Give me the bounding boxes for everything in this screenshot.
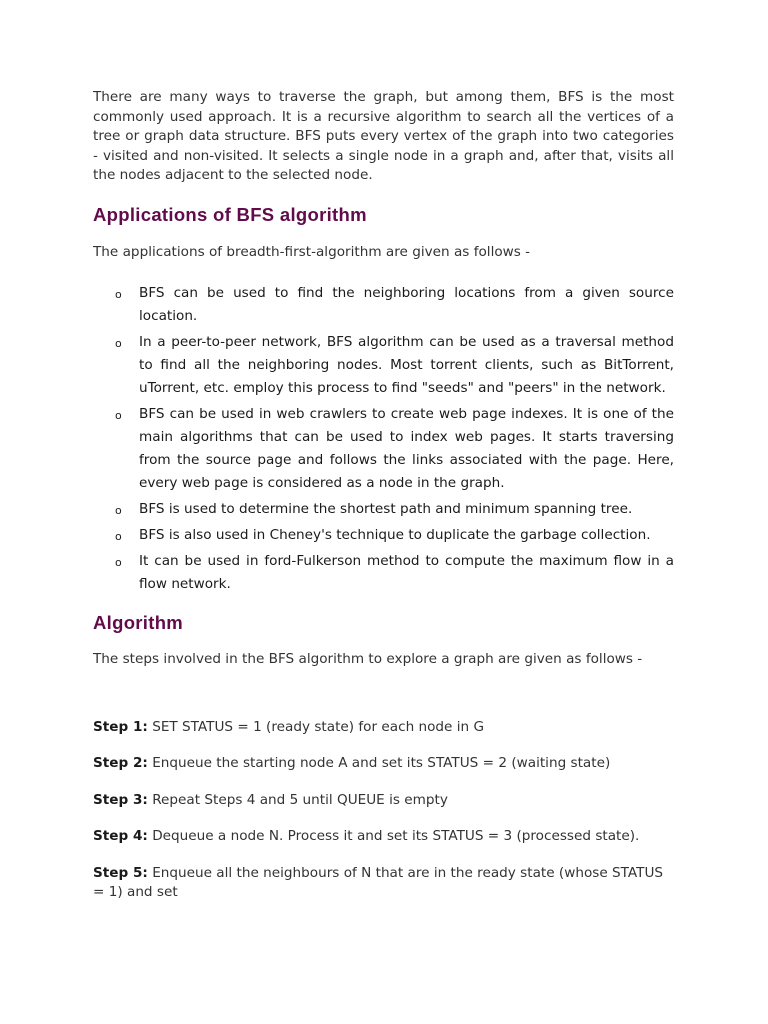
step-label: Step 1:: [93, 718, 148, 735]
step-3: [93, 791, 674, 811]
step-text: Repeat Steps 4 and 5 until QUEUE is empty: [147, 791, 448, 808]
step-2: [93, 754, 674, 774]
step-5: [93, 864, 674, 903]
list-item: [115, 331, 674, 400]
list-item-text: BFS is also used in Cheney's technique to duplicate the garbage collection.: [139, 527, 651, 543]
algorithm-heading: Algorithm: [93, 612, 184, 633]
list-item: [115, 550, 674, 596]
list-item: [115, 524, 674, 547]
circle-bullet-icon: o: [115, 556, 122, 569]
algorithm-intro: The steps involved in the BFS algorithm to explore a graph are given as follows -: [93, 651, 643, 667]
step-text: Enqueue all the neighbours of N that are in the ready state (whose STATUS = 1) and set: [93, 864, 664, 900]
step-text: SET STATUS = 1 (ready state) for each node in G: [147, 718, 484, 735]
list-item: [115, 498, 674, 521]
list-item: [115, 282, 674, 328]
step-1: [93, 718, 674, 738]
step-label: Step 3:: [93, 791, 148, 808]
list-item: [115, 403, 674, 495]
circle-bullet-icon: o: [115, 530, 122, 543]
step-4: [93, 827, 674, 847]
list-item-text: BFS can be used to find the neighboring locations from a given source location.: [139, 285, 674, 324]
list-item-text: BFS is used to determine the shortest path and minimum spanning tree.: [139, 501, 633, 517]
list-item-text: BFS can be used in web crawlers to create web page indexes. It is one of the main algorithms that can be used to index web pages. It starts traversing from the source page and follows the links associated with the page. Here, every web page is considered as a node in the graph.: [139, 406, 674, 491]
applications-list: [93, 282, 674, 596]
applications-heading: Applications of BFS algorithm: [93, 203, 367, 225]
list-item-text: In a peer-to-peer network, BFS algorithm can be used as a traversal method to find all the neighboring nodes. Most torrent clients, such as BitTorrent, uTorrent, etc. employ this process to find "seeds" and "peers" in the network.: [139, 334, 674, 396]
document-page: [93, 88, 674, 920]
step-label: Step 2:: [93, 755, 148, 771]
step-text: Enqueue the starting node A and set its STATUS = 2 (waiting state): [147, 755, 611, 771]
step-text: Dequeue a node N. Process it and set its STATUS = 3 (processed state).: [147, 828, 640, 844]
step-label: Step 5:: [93, 864, 148, 881]
algorithm-steps: [93, 718, 674, 903]
circle-bullet-icon: o: [115, 337, 122, 350]
intro-paragraph: There are many ways to traverse the graph, but among them, BFS is the most commonly used approach. It is a recursive algorithm to search all the vertices of a tree or graph data structure. BFS puts every vertex of the graph into two categories - visited and non-visited. It selects a single node in a graph and, after that, visits all the nodes adjacent to the selected node.: [93, 89, 674, 183]
list-item-text: It can be used in ford-Fulkerson method to compute the maximum flow in a flow network.: [139, 553, 674, 592]
applications-intro: The applications of breadth-first-algorithm are given as follows -: [93, 243, 531, 260]
circle-bullet-icon: o: [115, 288, 122, 301]
circle-bullet-icon: o: [115, 409, 122, 422]
circle-bullet-icon: o: [115, 504, 122, 517]
step-label: Step 4:: [93, 828, 148, 844]
